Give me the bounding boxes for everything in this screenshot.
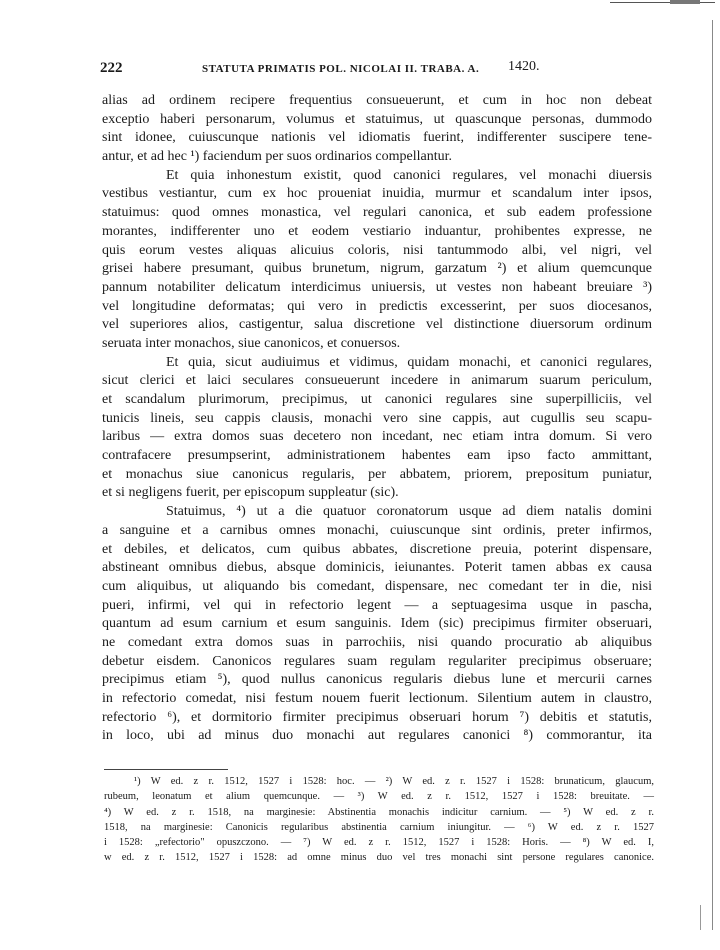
body-line: laribus — extra domos suas decetero non incedant, nec etiam intra domum. Si vero <box>102 429 652 445</box>
scan-bottom-mark <box>700 905 715 930</box>
page-right-edge <box>712 20 713 930</box>
footnote-line: i 1528: „refectorio" opuszczono. — ⁷) W ed. z r. 1512, 1527 i 1528: Horis. — ⁸) W ed. I, <box>104 837 654 849</box>
footnote-separator <box>104 769 228 770</box>
body-line: quantum ad esum carnium et esum sanguinis. Idem (sic) precipimus firmiter obseruari, <box>102 616 652 632</box>
body-line: pueri, infirmi, vel qui in refectorio legent — a septuagesima usque in pascha, <box>102 597 652 613</box>
body-line: in loco, ubi ad minus duo monachi aut regulares canonici ⁸) commorantur, ita <box>102 728 652 744</box>
body-line: abstineant omnibus diebus, absque dominicis, ieiunantes. Poterit tamen abbas ex causa <box>102 560 652 576</box>
footnote-line: ¹) W ed. z r. 1512, 1527 i 1528: hoc. — ²) W ed. z r. 1527 i 1528: brunaticum, glaucum, <box>134 776 654 787</box>
body-line: seruata inter monachos, siue canonicos, et conuersos. <box>102 335 401 351</box>
body-line: vel superiores alios, castigentur, salua discretione vel distinctione diuersorum ordinum <box>102 317 652 333</box>
footnote-line: w ed. z r. 1512, 1527 i 1528: ad omne minus duo vel tres monachi sint persone regulares canonice. <box>104 852 654 864</box>
body-line: antur, et ad hec ¹) faciendum per suos ordinarios compellantur. <box>102 149 453 165</box>
body-line: vel longitudine deformatas; qui vero in predictis excesserint, per suos diocesanos, <box>102 298 652 314</box>
body-line: exceptio haberi personarum, volumus et statuimus, ut quascunque personas, dummodo <box>102 111 652 127</box>
body-line: in refectorio comedat, nisi festum nouem fuerit lectionum. Silentium autem in claustro, <box>102 691 652 706</box>
body-line: morantes, indifferenter uno et eodem vestiario induantur, prohibentes expresse, ne <box>102 223 652 239</box>
footnote-line: 1518, na marginesie: Canonicis regularibus abstinentia carnium iniungitur. — ⁶) W ed. z r. 1527 <box>104 821 654 833</box>
running-header <box>100 60 648 80</box>
body-line: et si negligens fuerit, per episcopum suppleatur (sic). <box>102 485 399 501</box>
body-line: et monachus siue canonicus regularis, per abbatem, priorem, prepositum puniatur, <box>102 466 652 482</box>
body-line: pannum notabiliter delicatum interdicimus uniuersis, ut vestes non habeant breuiare ³) <box>102 279 652 295</box>
body-line: cum aliquibus, ut aliquando bis comedant, dispensare, nec comedant ter in die, nisi <box>102 578 652 594</box>
body-line: Et quia inhonestum existit, quod canonici regulares, vel monachi diuersis <box>166 167 652 183</box>
page-number: 222 <box>100 60 123 76</box>
body-line: et scandalum plurimorum, precipimus, ut canonici regulares sine superpilliciis, vel <box>102 392 652 407</box>
footnote-line: ⁴) W ed. z r. 1518, na marginesie: Abstinentia monachis indicitur carnium. — ⁵) W ed. z r. <box>104 806 654 818</box>
scan-edge-mark <box>670 0 700 4</box>
body-line: contrafacere presumpserint, administrationem habentes eam ipso facto ammittant, <box>102 448 652 464</box>
body-line: vestibus vestiantur, cum ex hoc proueniat inuidia, murmur et scandalum inter ipsos, <box>102 186 652 202</box>
body-line: Et quia, sicut audiuimus et vidimus, quidam monachi, et canonici regulares, <box>166 354 652 370</box>
body-line: ne comedant extra domos suas in parrochiis, nisi quando procuratio ab aliquibus <box>102 634 652 650</box>
body-text <box>102 92 652 746</box>
footnote-line: rubeum, leonatum et alium quemcunque. — ³) W ed. z r. 1512, 1527 i 1528: breuitate. — <box>104 791 654 803</box>
running-title: STATUTA PRIMATIS POL. NICOLAI II. TRABA. A. <box>202 63 480 75</box>
body-line: et debiles, et delicatos, cum quibus abbates, discretione preuia, poterint dispensare, <box>102 541 652 557</box>
body-line: sint idonee, cuiuscunque nationis vel idiomatis fuerint, indifferenter suscipere tene- <box>102 130 652 146</box>
body-line: precipimus etiam ⁵), quod nullus canonicus regularis diebus lune et mercurii carnes <box>102 672 652 688</box>
body-line: sicut clerici et laici seculares consueuerunt incedere in animarum suarum periculum, <box>102 373 652 389</box>
body-line: alias ad ordinem recipere frequentius consueuerunt, et cum in hoc non debeat <box>102 93 652 108</box>
body-line: refectorio ⁶), et dormitorio firmiter precipimus obseruari horum ⁷) debitis et statutis, <box>102 709 652 725</box>
body-line: statuimus: quod omnes monastica, vel regulari canonica, et sub eadem professione <box>102 205 652 221</box>
footnotes <box>104 774 654 866</box>
body-line: grisei habere presumant, quibus brunetum, nigrum, garzatum ²) et alium quemcunque <box>102 261 652 277</box>
body-line: a sanguine et a carnibus omnes monachi, cuiuscunque sint ordinis, preter infirmos, <box>102 522 652 538</box>
body-line: debetur eisdem. Canonicos regulares suam regulam regulariter precipimus obseruare; <box>102 653 652 669</box>
body-line: Statuimus, ⁴) ut a die quatuor coronatorum usque ad diem natalis domini <box>166 504 652 520</box>
body-line: tunicis lineis, seu cappis clausis, monachi vero sine cappis, aut cugullis seu scapu- <box>102 410 652 426</box>
running-year: 1420. <box>508 59 540 74</box>
body-line: quis eorum vestes aliquas alicuius coloris, nisi tantummodo albi, vel nigri, vel <box>102 242 652 258</box>
